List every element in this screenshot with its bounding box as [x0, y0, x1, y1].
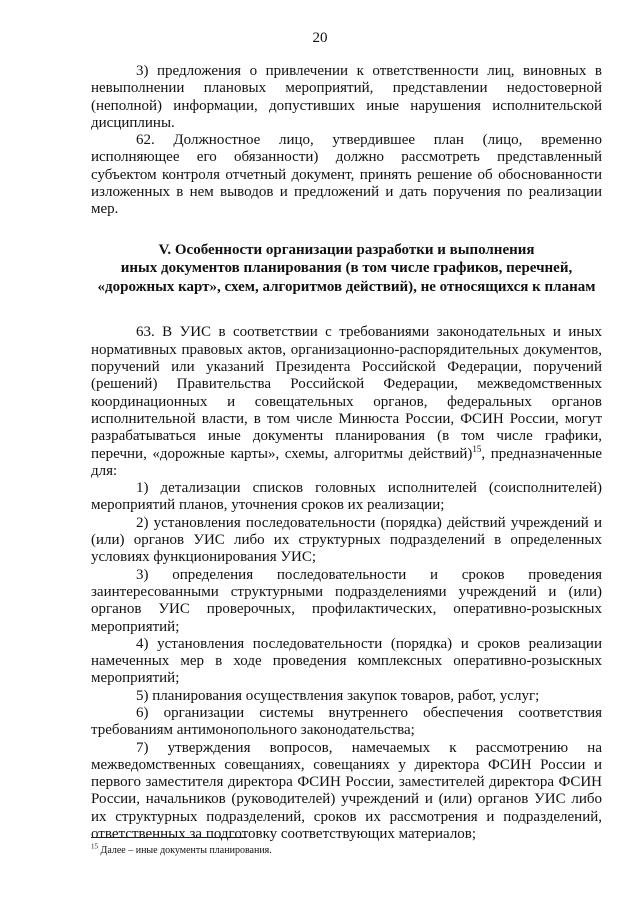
- list-item-1: 1) детализации списков головных исполнителей (соисполнителей) мероприятий планов, уточнения сроков их реализации;: [91, 480, 602, 514]
- paragraph-63-text: 63. В УИС в соответствии с требованиями законодательных и иных нормативных правовых актов, организационно-распорядительных документов, поручений или указаний Президента Российской Федерации, поручений (решений) Правительства Российской Федерации, межведомственных координационных и совещательных органов, федеральных органов исполнительной власти, в том числе Минюста России, ФСИН России, могут разрабатываться иные документы планирования (в том числе графики, перечни, «дорожные карты», схемы, алгоритмы действий): [91, 324, 602, 462]
- footnote-divider: [91, 837, 247, 838]
- list-item-7: 7) утверждения вопросов, намечаемых к рассмотрению на межведомственных совещаниях, совещаниях у директора ФСИН России и первого заместителя директора ФСИН России, заместителей директора ФСИН России, начальников (руководителей) учреждений и (или) органов УИС либо их структурных подразделений, сроков их рассмотрения и подразделений, ответственных за подготовку соответствующих материалов;: [91, 739, 602, 843]
- list-item-6: 6) организации системы внутреннего обеспечения соответствия требованиям антимонопольного законодательства;: [91, 704, 602, 739]
- list-item-5: 5) планирования осуществления закупок товаров, работ, услуг;: [136, 687, 540, 704]
- footnote-text: Далее – иные документы планирования.: [98, 845, 272, 856]
- heading-line-1: V. Особенности организации разработки и выполнения: [158, 241, 535, 258]
- heading-line-3: «дорожных карт», схем, алгоритмов действий), не относящихся к планам: [97, 278, 596, 295]
- footnote-reference: 15: [472, 443, 482, 454]
- paragraph-62: 62. Должностное лицо, утвердившее план (лицо, временно исполняющее его обязанности) должно рассмотреть представленный субъектом контроля отчетный документ, принять решение об обоснованности изложенных в нем выводов и предложений и дать поручения по реализации мер.: [91, 132, 602, 218]
- section-heading: [91, 241, 602, 297]
- list-item-2: 2) установления последовательности (порядка) действий учреждений и (или) органов УИС либо их структурных подразделений в определенных условиях функционирования УИС;: [91, 514, 602, 566]
- footnote: [91, 844, 602, 857]
- body-text: [91, 63, 602, 843]
- heading-line-2: иных документов планирования (в том числе графиков, перечней,: [120, 260, 573, 277]
- page-number: 20: [312, 30, 328, 46]
- footnote-mark: 15: [91, 842, 98, 851]
- list-item-3: 3) определения последовательности и сроков проведения заинтересованными структурными подразделениями учреждений и (или) органов УИС проверочных, профилактических, оперативно-розыскных мероприятий;: [91, 566, 602, 635]
- paragraph-63-tail: , предназначенные для:: [91, 445, 602, 479]
- paragraph-item-3: 3) предложения о привлечении к ответственности лиц, виновных в невыполнении плановых мероприятий, представлении недостоверной (неполной) информации, допустивших иные нарушения исполнительской дисциплины.: [91, 63, 602, 131]
- list-item-4: 4) установления последовательности (порядка) и сроков реализации намеченных мер в ходе проведения комплексных оперативно-розыскных мероприятий;: [91, 635, 602, 687]
- paragraph-63: [91, 324, 602, 480]
